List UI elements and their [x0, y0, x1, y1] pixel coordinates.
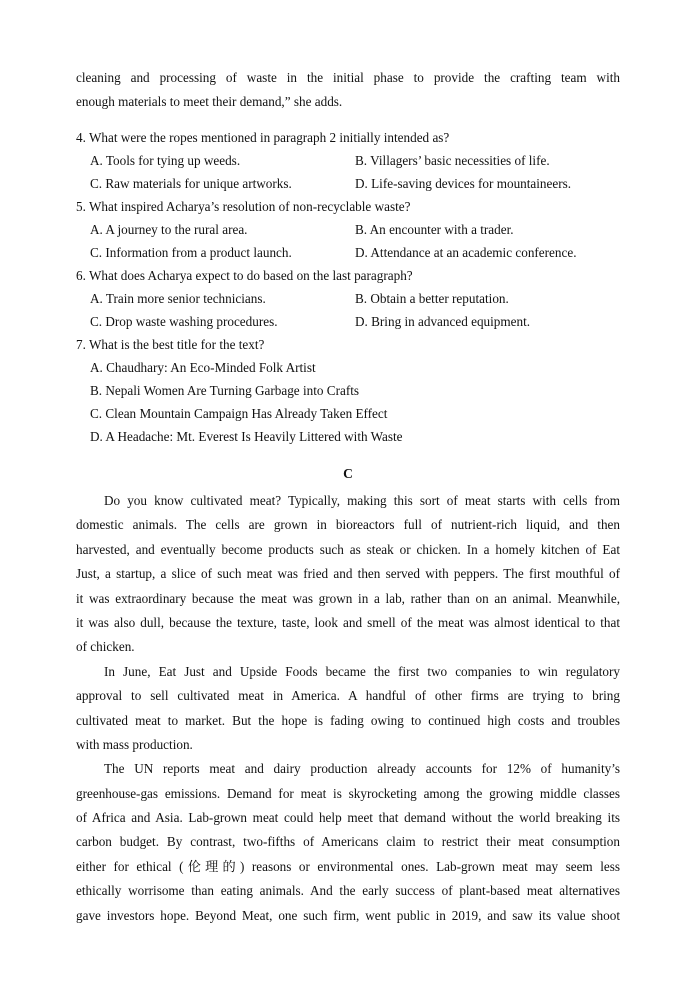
option-a: A. Tools for tying up weeds. — [90, 153, 241, 168]
text-line: carbon budget. By contrast, two-fifths of Americans claim to restrict their meat consumption — [76, 834, 620, 850]
text-line: of Africa and Asia. Lab-grown meat could help meet that demand without the world breaking its — [76, 810, 620, 826]
option-b: B. Obtain a better reputation. — [355, 291, 509, 306]
option-a: A. A journey to the rural area. — [90, 222, 248, 237]
text-line: enough materials to meet their demand,” she adds. — [76, 94, 343, 110]
text-line: greenhouse-gas emissions. Demand for meat is skyrocketing among the growing middle classes — [76, 785, 620, 801]
text-line: it was also dull, because the texture, taste, look and smell of the meat was almost identical to that — [76, 614, 620, 630]
question-7 — [76, 333, 620, 448]
question-stem: 4. What were the ropes mentioned in paragraph 2 initially intended as? — [76, 130, 450, 145]
text-line: Just, a startup, a slice of such meat was fried and then served with peppers. The first mouthful of — [76, 566, 620, 582]
paragraph-1 — [76, 489, 620, 660]
question-stem: 5. What inspired Acharya’s resolution of non-recyclable waste? — [76, 199, 411, 214]
text-line: harvested, and eventually become products such as steak or chicken. In a homely kitchen of Eat — [76, 541, 620, 557]
option-d: D. Bring in advanced equipment. — [355, 314, 531, 329]
question-5 — [76, 195, 620, 264]
passage-c — [76, 489, 620, 928]
text-line: In June, Eat Just and Upside Foods became the first two companies to win regulatory — [104, 663, 620, 679]
option-a: A. Train more senior technicians. — [90, 291, 266, 306]
option-d: D. A Headache: Mt. Everest Is Heavily Littered with Waste — [90, 429, 403, 444]
text-line: cleaning and processing of waste in the initial phase to provide the crafting team with — [76, 70, 620, 85]
paragraph-2 — [76, 660, 620, 758]
option-b: B. An encounter with a trader. — [355, 222, 514, 237]
option-c: C. Clean Mountain Campaign Has Already Taken Effect — [90, 406, 388, 421]
question-4 — [76, 126, 620, 195]
option-d: D. Attendance at an academic conference. — [355, 245, 577, 260]
text-line: approval to sell cultivated meat in America. A handful of other firms are trying to bring — [76, 688, 620, 704]
question-6 — [76, 264, 620, 333]
text-line: Do you know cultivated meat? Typically, making this sort of meat starts with cells from — [104, 493, 620, 508]
questions-block — [76, 126, 620, 448]
text-line: either for ethical (伦理的) reasons or environmental ones. Lab-grown meat may seem less — [76, 858, 620, 874]
option-b: B. Nepali Women Are Turning Garbage into Crafts — [90, 383, 360, 398]
question-stem: 7. What is the best title for the text? — [76, 337, 265, 352]
option-c: C. Raw materials for unique artworks. — [90, 176, 292, 191]
text-line: ethically worrisome than eating animals. And the early success of plant-based meat alternatives — [76, 883, 620, 899]
text-line: gave investors hope. Beyond Meat, one such firm, went public in 2019, and saw its value shoot — [76, 907, 620, 923]
text-line: with mass production. — [76, 736, 193, 752]
option-c: C. Information from a product launch. — [90, 245, 292, 260]
option-d: D. Life-saving devices for mountaineers. — [355, 176, 572, 191]
question-stem: 6. What does Acharya expect to do based on the last paragraph? — [76, 268, 413, 283]
text-line: of chicken. — [76, 639, 135, 655]
text-line: cultivated meat to market. But the hope is fading owing to continued high costs and troubles — [76, 712, 620, 728]
section-heading: C — [343, 466, 353, 481]
text-line: domestic animals. The cells are grown in bioreactors full of nutrient-rich liquid, and then — [76, 517, 620, 533]
option-b: B. Villagers’ basic necessities of life. — [355, 153, 550, 168]
option-a: A. Chaudhary: An Eco-Minded Folk Artist — [90, 360, 316, 375]
paragraph-3 — [76, 757, 620, 928]
option-c: C. Drop waste washing procedures. — [90, 314, 278, 329]
text-line: it was extraordinary because the meat was grown in a lab, rather than on an animal. Meanwhile, — [76, 590, 620, 606]
text-line: The UN reports meat and dairy production already accounts for 12% of humanity’s — [104, 761, 620, 777]
intro-paragraph — [76, 66, 620, 115]
